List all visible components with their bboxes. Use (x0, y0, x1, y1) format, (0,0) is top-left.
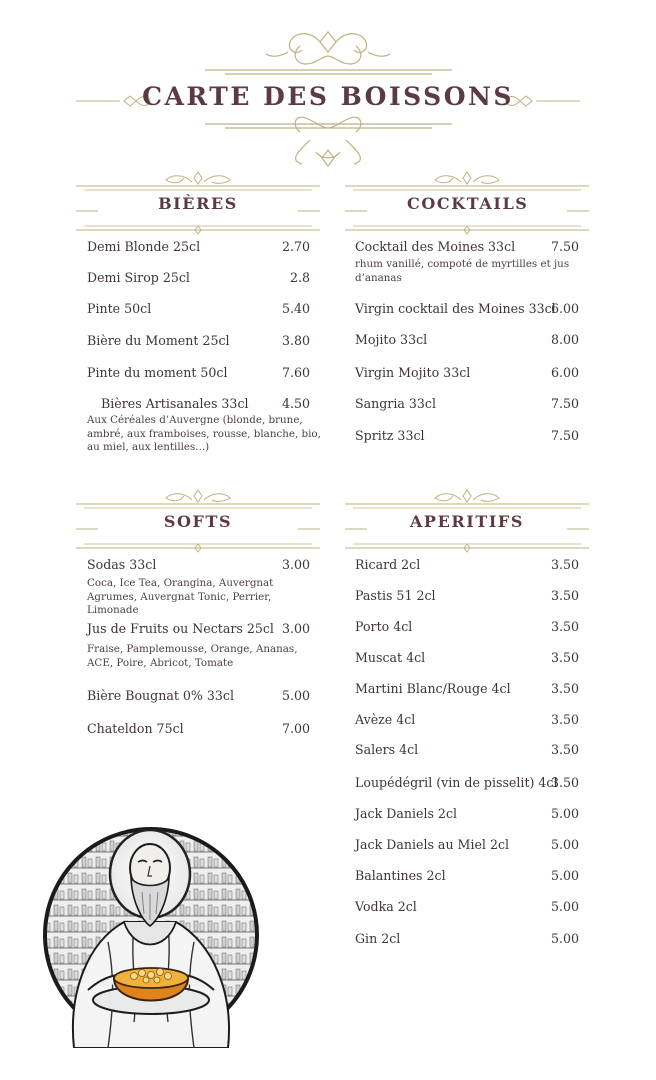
menu-item-name: Pinte 50cl (87, 301, 152, 316)
menu-item-name: Bière du Moment 25cl (87, 333, 230, 348)
menu-item-name: Salers 4cl (355, 742, 419, 757)
section-title-softs: SOFTS (163, 512, 233, 531)
menu-item-name: Mojito 33cl (355, 332, 428, 347)
menu-item-price: 3.50 (550, 712, 579, 727)
menu-item-price: 4.50 (281, 396, 310, 411)
menu-item-name: Martini Blanc/Rouge 4cl (355, 681, 511, 696)
description-line: au miel, aux lentilles...) (87, 441, 210, 453)
menu-item-price: 6.00 (550, 301, 579, 316)
menu-item-name: Sodas 33cl (87, 557, 157, 572)
menu-item-price: 5.00 (281, 688, 310, 703)
description-line: Agrumes, Auvergnat Tonic, Perrier, (87, 590, 272, 603)
page-title: CARTE DES BOISSONS (142, 82, 514, 111)
description-line: Limonade (87, 604, 139, 616)
menu-item-price: 5.40 (281, 301, 310, 316)
menu-item-price: 5.00 (550, 868, 579, 883)
menu-item-price: 5.00 (550, 931, 579, 946)
menu-item-name: Vodka 2cl (355, 899, 417, 914)
menu-item-name: Bière Bougnat 0% 33cl (87, 688, 234, 703)
menu-item-name: Loupédégril (vin de pisselit) 4cl (355, 775, 558, 790)
menu-item-price: 3.50 (550, 681, 579, 696)
menu-item-price: 7.50 (550, 239, 579, 254)
menu-item-price: 7.60 (281, 365, 310, 380)
menu-item-price: 3.50 (550, 742, 579, 757)
menu-item-name: Jus de Fruits ou Nectars 25cl (87, 621, 274, 636)
section-title-bieres: BIÈRES (158, 194, 238, 213)
menu-item-name: Cocktail des Moines 33cl (355, 239, 516, 254)
description-line: ambré, aux framboises, rousse, blanche, bio, (87, 427, 321, 440)
menu-item-description (87, 577, 273, 618)
menu-item-name: Balantines 2cl (355, 868, 446, 883)
menu-item-price: 2.8 (289, 270, 310, 285)
menu-item-price: 3.50 (550, 650, 579, 665)
menu-item-name: Pinte du moment 50cl (87, 365, 228, 380)
menu-item-price: 3.50 (550, 557, 579, 572)
menu-item-name: Virgin cocktail des Moines 33cl (355, 301, 556, 316)
menu-item-name: Jack Daniels au Miel 2cl (355, 837, 510, 852)
menu-item-price: 3.50 (550, 619, 579, 634)
menu-item-description (87, 414, 321, 455)
menu-item-name: Gin 2cl (355, 931, 401, 946)
menu-item-name: Spritz 33cl (355, 428, 425, 443)
menu-item-price: 7.50 (550, 396, 579, 411)
menu-item-name: Demi Blonde 25cl (87, 239, 201, 254)
menu-item-price: 2.70 (281, 239, 310, 254)
section-title-aperitifs: APERITIFS (409, 512, 525, 531)
menu-item-name: Porto 4cl (355, 619, 413, 634)
menu-item-price: 5.00 (550, 837, 579, 852)
menu-item-name: Chateldon 75cl (87, 721, 184, 736)
menu-item-name: Pastis 51 2cl (355, 588, 436, 603)
monk-holding-bowl-illustration (38, 822, 264, 1048)
menu-item-price: 7.00 (281, 721, 310, 736)
menu-item-description (87, 643, 297, 670)
description-line: rhum vanillé, compoté de myrtilles et jus (355, 258, 570, 270)
menu-item-price: 7.50 (550, 428, 579, 443)
menu-item-price: 5.00 (550, 899, 579, 914)
menu-item-name: Demi Sirop 25cl (87, 270, 190, 285)
description-line: d’ananas (355, 271, 402, 284)
menu-item-price: 3.50 (550, 588, 579, 603)
menu-item-price: 6.00 (550, 365, 579, 380)
menu-item-name: Sangria 33cl (355, 396, 436, 411)
menu-item-name: Jack Daniels 2cl (355, 806, 458, 821)
description-line: Aux Céréales d’Auvergne (blonde, brune, (87, 414, 303, 426)
description-line: Fraise, Pamplemousse, Orange, Ananas, (87, 643, 298, 655)
menu-item-name: Muscat 4cl (355, 650, 426, 665)
menu-item-description (355, 258, 569, 285)
menu-item-price: 8.00 (550, 332, 579, 347)
menu-item-price: 3.00 (281, 557, 310, 572)
menu-item-price: 5.00 (550, 806, 579, 821)
description-line: ACE, Poire, Abricot, Tomate (87, 656, 234, 669)
menu-item-name: Bières Artisanales 33cl (101, 396, 249, 411)
menu-item-name: Ricard 2cl (355, 557, 421, 572)
section-title-cocktails: COCKTAILS (407, 194, 529, 213)
menu-item-name: Avèze 4cl (355, 712, 416, 727)
menu-item-price: 3.50 (550, 775, 579, 790)
menu-item-name: Virgin Mojito 33cl (355, 365, 471, 380)
description-line: Coca, Ice Tea, Orangina, Auvergnat (87, 577, 274, 589)
menu-item-price: 3.80 (281, 333, 310, 348)
menu-item-price: 3.00 (281, 621, 310, 636)
